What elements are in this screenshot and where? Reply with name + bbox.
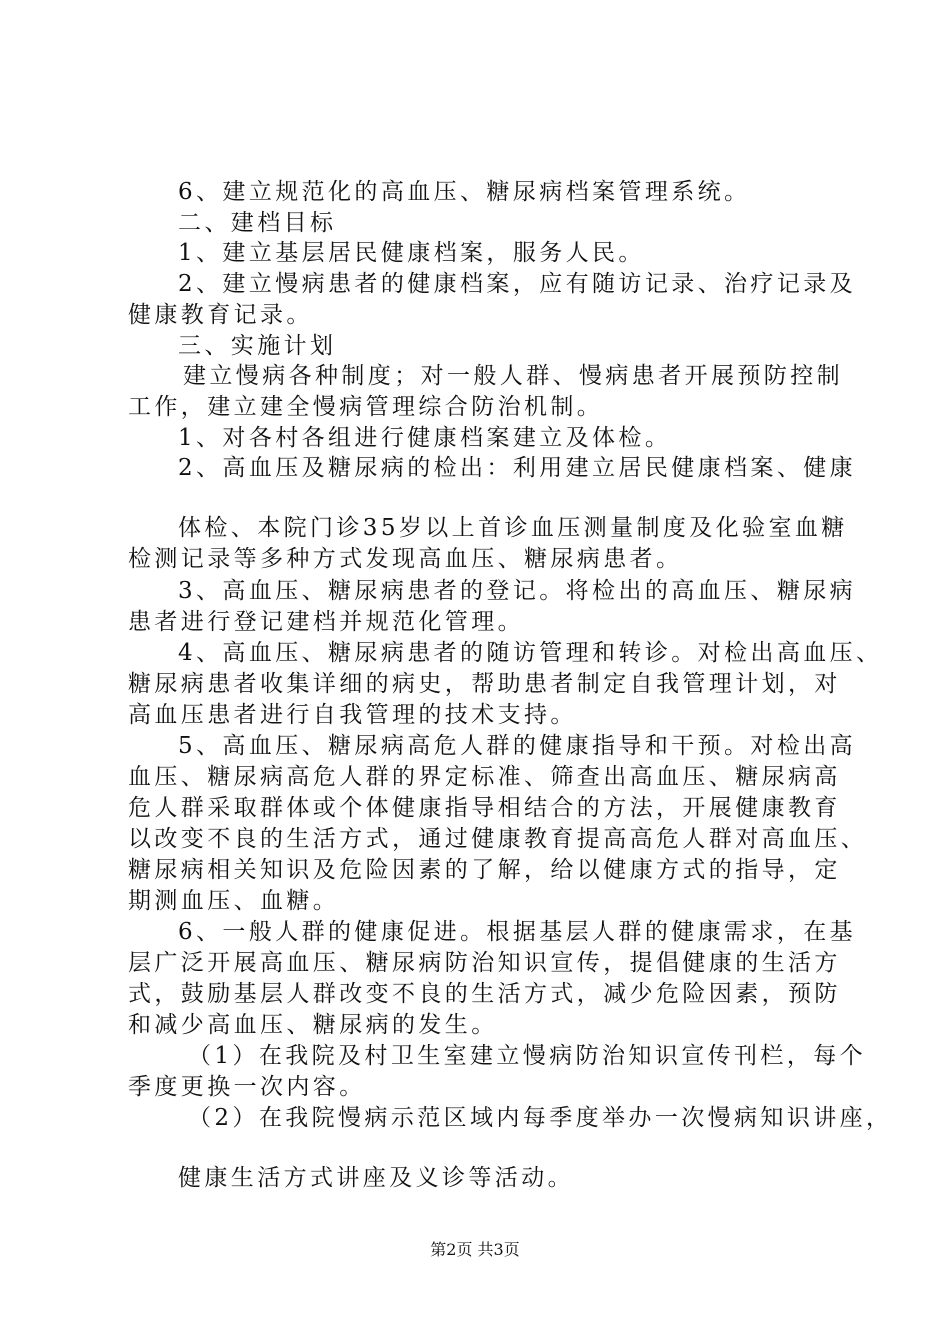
paragraph-line: 1、建立基层居民健康档案，服务人民。 — [178, 240, 645, 266]
paragraph-line: 式，鼓励基层人群改变不良的生活方式，减少危险因素，预防 — [128, 981, 841, 1007]
paragraph-line: 期测血压、血糖。 — [128, 888, 340, 914]
paragraph-line: 3、高血压、糖尿病患者的登记。将检出的高血压、糖尿病 — [178, 578, 857, 604]
paragraph-line: 1、对各村各组进行健康档案建立及体检。 — [178, 425, 672, 451]
section-heading: 三、实施计划 — [178, 333, 337, 359]
paragraph-line: 季度更换一次内容。 — [128, 1074, 366, 1100]
paragraph-line: 以改变不良的生活方式，通过健康教育提高高危人群对高血压、 — [128, 826, 868, 852]
paragraph-line: 高血压患者进行自我管理的技术支持。 — [128, 702, 577, 728]
paragraph-line: （2）在我院慢病示范区域内每季度举办一次慢病知识讲座， — [188, 1105, 893, 1131]
paragraph-line: （1）在我院及村卫生室建立慢病防治知识宣传刊栏，每个 — [188, 1043, 867, 1069]
page-footer: 第2页 共3页 — [430, 1240, 520, 1259]
paragraph-line: 糖尿病患者收集详细的病史，帮助患者制定自我管理计划，对 — [128, 671, 841, 697]
paragraph-line: 患者进行登记建档并规范化管理。 — [128, 609, 524, 635]
section-heading: 二、建档目标 — [178, 210, 337, 236]
paragraph-line: 层广泛开展高血压、糖尿病防治知识宣传，提倡健康的生活方 — [128, 950, 841, 976]
paragraph-line: 血压、糖尿病高危人群的界定标准、筛查出高血压、糖尿病高 — [128, 764, 841, 790]
paragraph-line: 体检、本院门诊35岁以上首诊血压测量制度及化验室血糖 — [178, 515, 848, 541]
paragraph-line: 建立慢病各种制度；对一般人群、慢病患者开展预防控制 — [183, 363, 843, 389]
paragraph-line: 2、建立慢病患者的健康档案，应有随访记录、治疗记录及 — [178, 271, 857, 297]
paragraph-line: 和减少高血压、糖尿病的发生。 — [128, 1012, 498, 1038]
paragraph-line: 危人群采取群体或个体健康指导相结合的方法，开展健康教育 — [128, 795, 841, 821]
paragraph-line: 5、高血压、糖尿病高危人群的健康指导和干预。对检出高 — [178, 733, 857, 759]
paragraph-line: 健康教育记录。 — [128, 302, 313, 328]
paragraph-line: 6、建立规范化的高血压、糖尿病档案管理系统。 — [178, 179, 751, 205]
paragraph-line: 6、一般人群的健康促进。根据基层人群的健康需求，在基 — [178, 919, 857, 945]
paragraph-line: 健康生活方式讲座及义诊等活动。 — [178, 1165, 574, 1191]
paragraph-line: 检测记录等多种方式发现高血压、糖尿病患者。 — [128, 546, 683, 572]
paragraph-line: 工作，建立建全慢病管理综合防治机制。 — [128, 394, 604, 420]
paragraph-line: 4、高血压、糖尿病患者的随访管理和转诊。对检出高血压、 — [178, 640, 883, 666]
paragraph-line: 2、高血压及糖尿病的检出：利用建立居民健康档案、健康 — [178, 455, 857, 481]
paragraph-line: 糖尿病相关知识及危险因素的了解，给以健康方式的指导，定 — [128, 857, 841, 883]
